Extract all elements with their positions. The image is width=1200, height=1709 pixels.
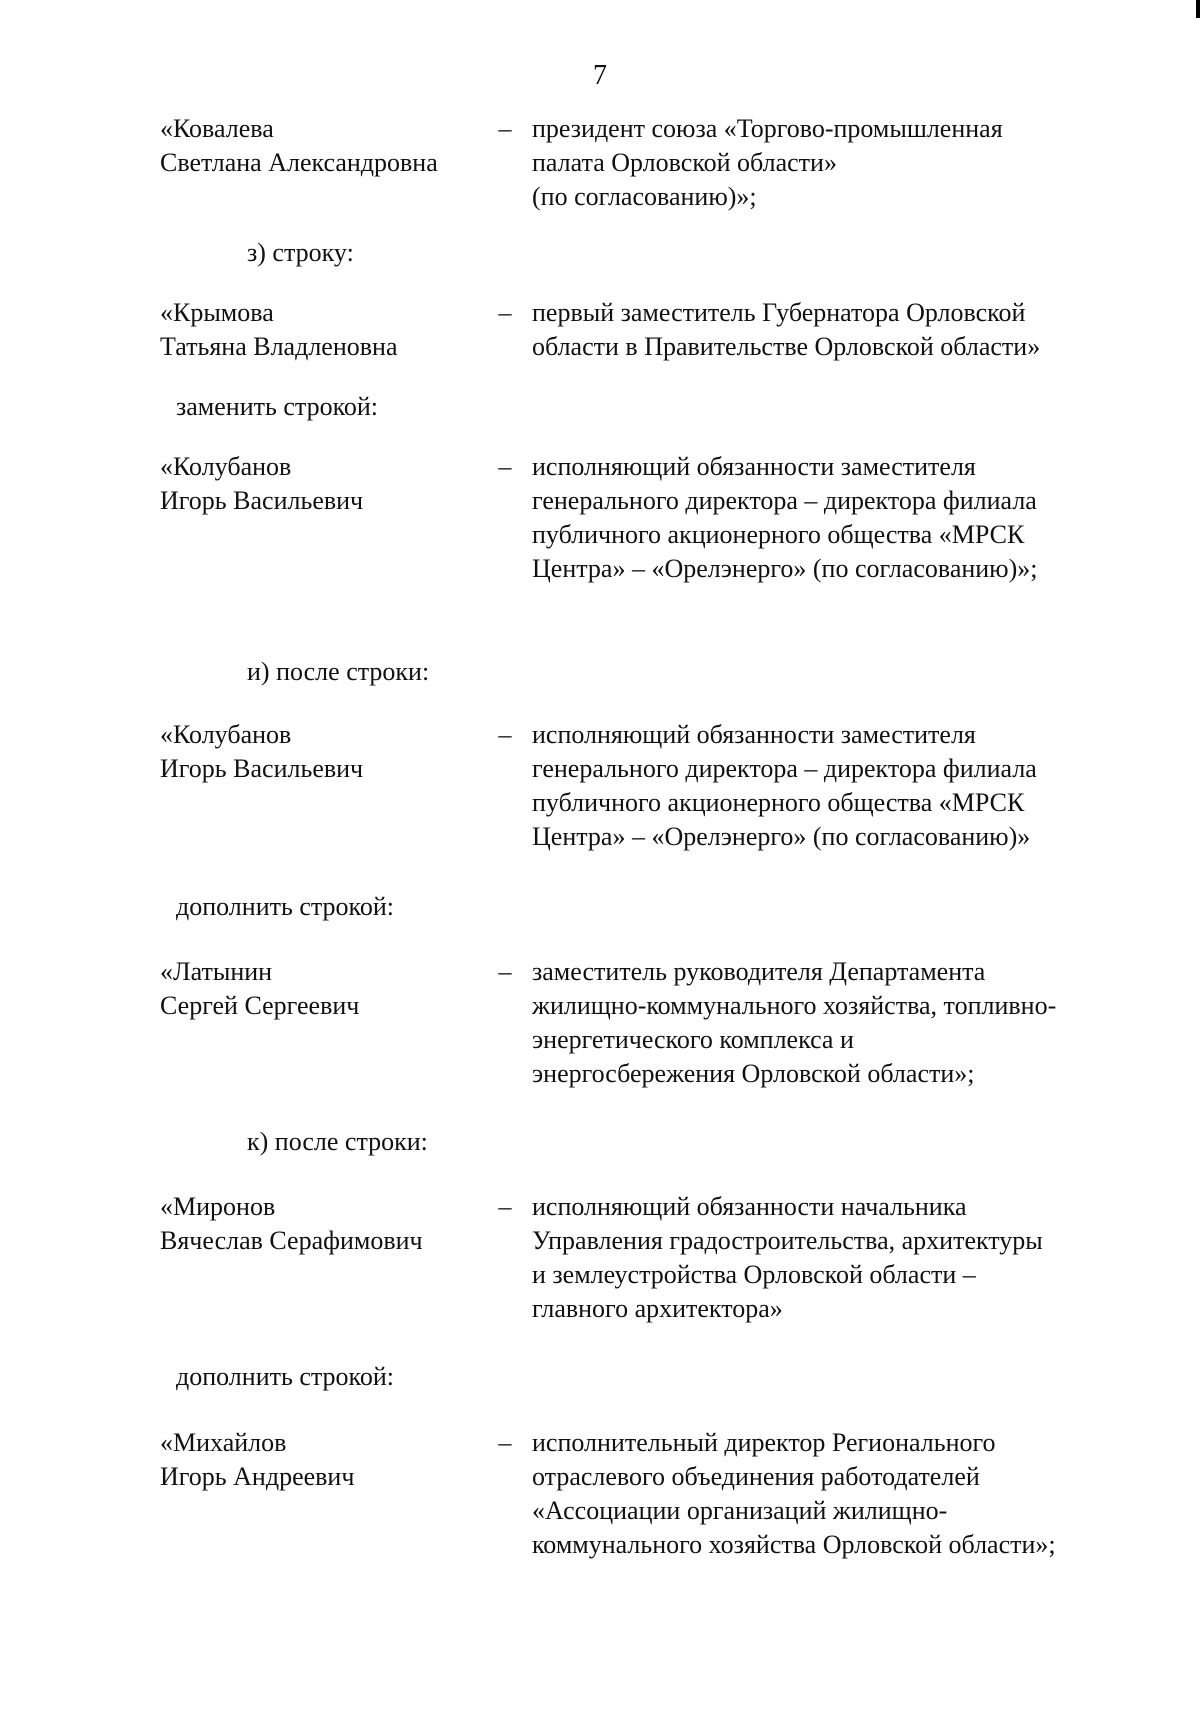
- desc-line: Центра» – «Орелэнерго» (по согласованию)»;: [532, 554, 1038, 583]
- person-name: [160, 955, 480, 1023]
- desc-line: исполнительный директор Регионального: [532, 1428, 996, 1457]
- desc-line: генерального директора – директора филиала: [532, 486, 1037, 515]
- name-line: «Колубанов: [160, 452, 292, 481]
- name-line: «Латынин: [160, 957, 273, 986]
- instruction-add-1: дополнить строкой:: [176, 892, 394, 921]
- desc-line: и землеустройства Орловской области –: [532, 1260, 976, 1289]
- name-line: «Михайлов: [160, 1428, 287, 1457]
- position-description: [532, 955, 1132, 1091]
- name-line: «Миронов: [160, 1192, 276, 1221]
- position-description: [532, 112, 1132, 214]
- desc-line: «Ассоциации организаций жилищно-: [532, 1496, 948, 1525]
- desc-line: области в Правительстве Орловской области»: [532, 332, 1041, 361]
- desc-line: энергосбережения Орловской области»;: [532, 1059, 975, 1088]
- desc-line: публичного акционерного общества «МРСК: [532, 788, 1025, 817]
- page-number: 7: [593, 60, 607, 91]
- person-name: [160, 1190, 480, 1258]
- dash: –: [498, 298, 512, 327]
- name-line: Игорь Васильевич: [160, 754, 364, 783]
- instruction-add-2: дополнить строкой:: [176, 1362, 394, 1391]
- name-line: «Колубанов: [160, 720, 292, 749]
- instruction-i: и) после строки:: [247, 657, 430, 686]
- name-line: Игорь Андреевич: [160, 1462, 355, 1491]
- person-name: [160, 296, 480, 364]
- instruction-replace: заменить строкой:: [176, 392, 379, 421]
- desc-line: Управления градостроительства, архитектуры: [532, 1226, 1043, 1255]
- position-description: [532, 296, 1132, 364]
- desc-line: генерального директора – директора филиала: [532, 754, 1037, 783]
- desc-line: заместитель руководителя Департамента: [532, 957, 986, 986]
- desc-line: исполняющий обязанности заместителя: [532, 452, 976, 481]
- position-description: [532, 1190, 1132, 1326]
- dash: –: [498, 957, 512, 986]
- desc-line: жилищно-коммунального хозяйства, топливно-: [532, 991, 1057, 1020]
- instruction-z: з) строку:: [247, 238, 354, 267]
- scan-edge-mark: [1196, 0, 1200, 18]
- desc-line: публичного акционерного общества «МРСК: [532, 520, 1025, 549]
- desc-line: исполняющий обязанности начальника: [532, 1192, 967, 1221]
- person-name: [160, 1426, 480, 1494]
- name-line: «Ковалева: [160, 114, 274, 143]
- dash: –: [498, 720, 512, 749]
- dash: –: [498, 452, 512, 481]
- desc-line: отраслевого объединения работодателей: [532, 1462, 980, 1491]
- desc-line: первый заместитель Губернатора Орловской: [532, 298, 1026, 327]
- name-line: Сергей Сергеевич: [160, 991, 360, 1020]
- person-name: [160, 112, 480, 180]
- name-line: Светлана Александровна: [160, 148, 438, 177]
- desc-line: энергетического комплекса и: [532, 1025, 854, 1054]
- desc-line: Центра» – «Орелэнерго» (по согласованию)»: [532, 822, 1031, 851]
- person-name: [160, 450, 480, 518]
- desc-line: палата Орловской области»: [532, 148, 837, 177]
- desc-line: президент союза «Торгово-промышленная: [532, 114, 1003, 143]
- name-line: Вячеслав Серафимович: [160, 1226, 423, 1255]
- instruction-k: к) после строки:: [247, 1127, 428, 1156]
- desc-line: главного архитектора»: [532, 1294, 783, 1323]
- dash: –: [498, 114, 512, 143]
- desc-line: коммунального хозяйства Орловской области»;: [532, 1530, 1056, 1559]
- dash: –: [498, 1428, 512, 1457]
- name-line: Татьяна Владленовна: [160, 332, 398, 361]
- name-line: Игорь Васильевич: [160, 486, 364, 515]
- position-description: [532, 1426, 1132, 1562]
- position-description: [532, 718, 1132, 854]
- name-line: «Крымова: [160, 298, 274, 327]
- desc-line: исполняющий обязанности заместителя: [532, 720, 976, 749]
- dash: –: [498, 1192, 512, 1221]
- desc-line: (по согласованию)»;: [532, 182, 757, 211]
- position-description: [532, 450, 1132, 586]
- person-name: [160, 718, 480, 786]
